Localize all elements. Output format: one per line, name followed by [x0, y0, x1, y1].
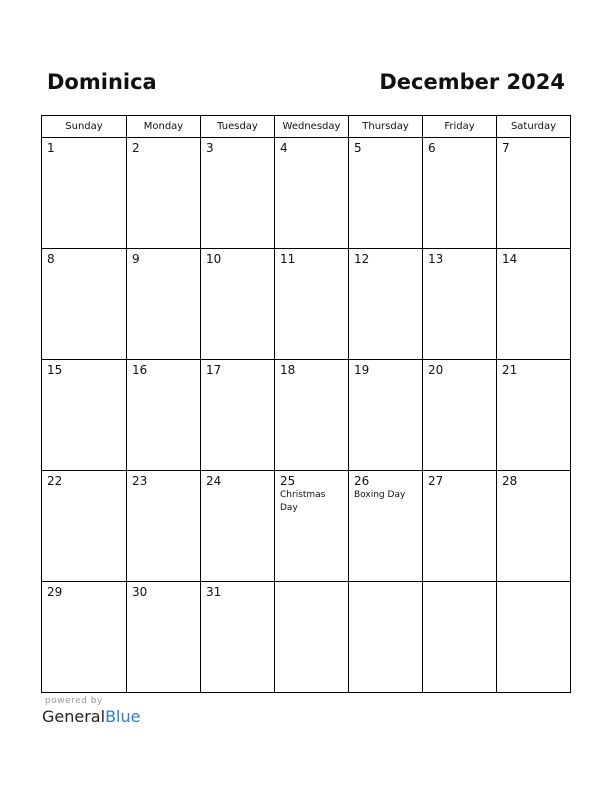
day-cell	[201, 360, 275, 471]
day-cell	[127, 471, 201, 582]
day-cell	[42, 138, 127, 249]
day-cell	[497, 249, 571, 360]
day-number: 6	[428, 141, 436, 155]
day-number: 28	[502, 474, 518, 488]
day-number: 24	[206, 474, 222, 488]
weekday-thursday: Thursday	[349, 116, 423, 138]
day-number: 14	[502, 252, 518, 266]
week-row	[42, 582, 571, 693]
day-cell	[275, 471, 349, 582]
day-number: 19	[354, 363, 370, 377]
day-cell	[423, 360, 497, 471]
holiday-label: Christmas Day	[280, 490, 326, 513]
day-number: 26	[354, 474, 370, 488]
day-number: 25	[280, 474, 296, 488]
holiday-label: Boxing Day	[354, 490, 406, 500]
day-cell	[127, 138, 201, 249]
day-cell	[42, 471, 127, 582]
day-cell	[201, 582, 275, 693]
day-cell	[349, 360, 423, 471]
day-number: 5	[354, 141, 362, 155]
footer-branding	[42, 696, 140, 726]
day-cell	[497, 582, 571, 693]
day-number: 8	[47, 252, 55, 266]
day-number: 1	[47, 141, 55, 155]
day-cell	[349, 138, 423, 249]
day-cell	[42, 249, 127, 360]
day-number: 23	[132, 474, 148, 488]
day-cell	[42, 582, 127, 693]
day-number: 29	[47, 585, 63, 599]
weekday-friday: Friday	[423, 116, 497, 138]
day-number: 3	[206, 141, 214, 155]
day-cell	[127, 249, 201, 360]
day-number: 13	[428, 252, 444, 266]
day-number: 31	[206, 585, 222, 599]
weekday-sunday: Sunday	[42, 116, 127, 138]
week-row	[42, 249, 571, 360]
weekday-tuesday: Tuesday	[201, 116, 275, 138]
weekday-wednesday: Wednesday	[275, 116, 349, 138]
day-number: 16	[132, 363, 148, 377]
day-number: 11	[280, 252, 296, 266]
brand-general: General	[42, 707, 106, 726]
powered-by-text: powered by	[45, 696, 103, 706]
day-cell	[423, 582, 497, 693]
month-year-title: December 2024	[379, 70, 565, 94]
day-number: 4	[280, 141, 288, 155]
day-cell	[423, 249, 497, 360]
day-number: 27	[428, 474, 444, 488]
day-cell	[275, 582, 349, 693]
day-cell	[127, 360, 201, 471]
day-cell	[201, 471, 275, 582]
day-cell	[423, 138, 497, 249]
weekday-header-row	[42, 116, 571, 138]
day-number: 9	[132, 252, 140, 266]
day-cell	[349, 582, 423, 693]
day-cell	[423, 471, 497, 582]
day-number: 7	[502, 141, 510, 155]
day-cell	[42, 360, 127, 471]
week-row	[42, 360, 571, 471]
generalblue-logo	[42, 707, 140, 726]
day-number: 17	[206, 363, 222, 377]
day-number: 21	[502, 363, 518, 377]
day-cell	[497, 471, 571, 582]
day-cell	[201, 138, 275, 249]
weekday-monday: Monday	[127, 116, 201, 138]
day-cell	[275, 249, 349, 360]
brand-blue: Blue	[105, 707, 141, 726]
day-cell	[497, 138, 571, 249]
day-cell	[275, 138, 349, 249]
day-number: 22	[47, 474, 63, 488]
day-cell	[349, 471, 423, 582]
day-number: 30	[132, 585, 148, 599]
day-number: 10	[206, 252, 222, 266]
day-cell	[349, 249, 423, 360]
day-number: 18	[280, 363, 296, 377]
week-row	[42, 471, 571, 582]
day-number: 15	[47, 363, 63, 377]
day-number: 20	[428, 363, 444, 377]
week-row	[42, 138, 571, 249]
day-number: 12	[354, 252, 370, 266]
weekday-saturday: Saturday	[497, 116, 571, 138]
day-cell	[201, 249, 275, 360]
country-title: Dominica	[47, 70, 157, 94]
day-number: 2	[132, 141, 140, 155]
day-cell	[275, 360, 349, 471]
day-cell	[497, 360, 571, 471]
calendar-grid	[41, 115, 571, 693]
day-cell	[127, 582, 201, 693]
